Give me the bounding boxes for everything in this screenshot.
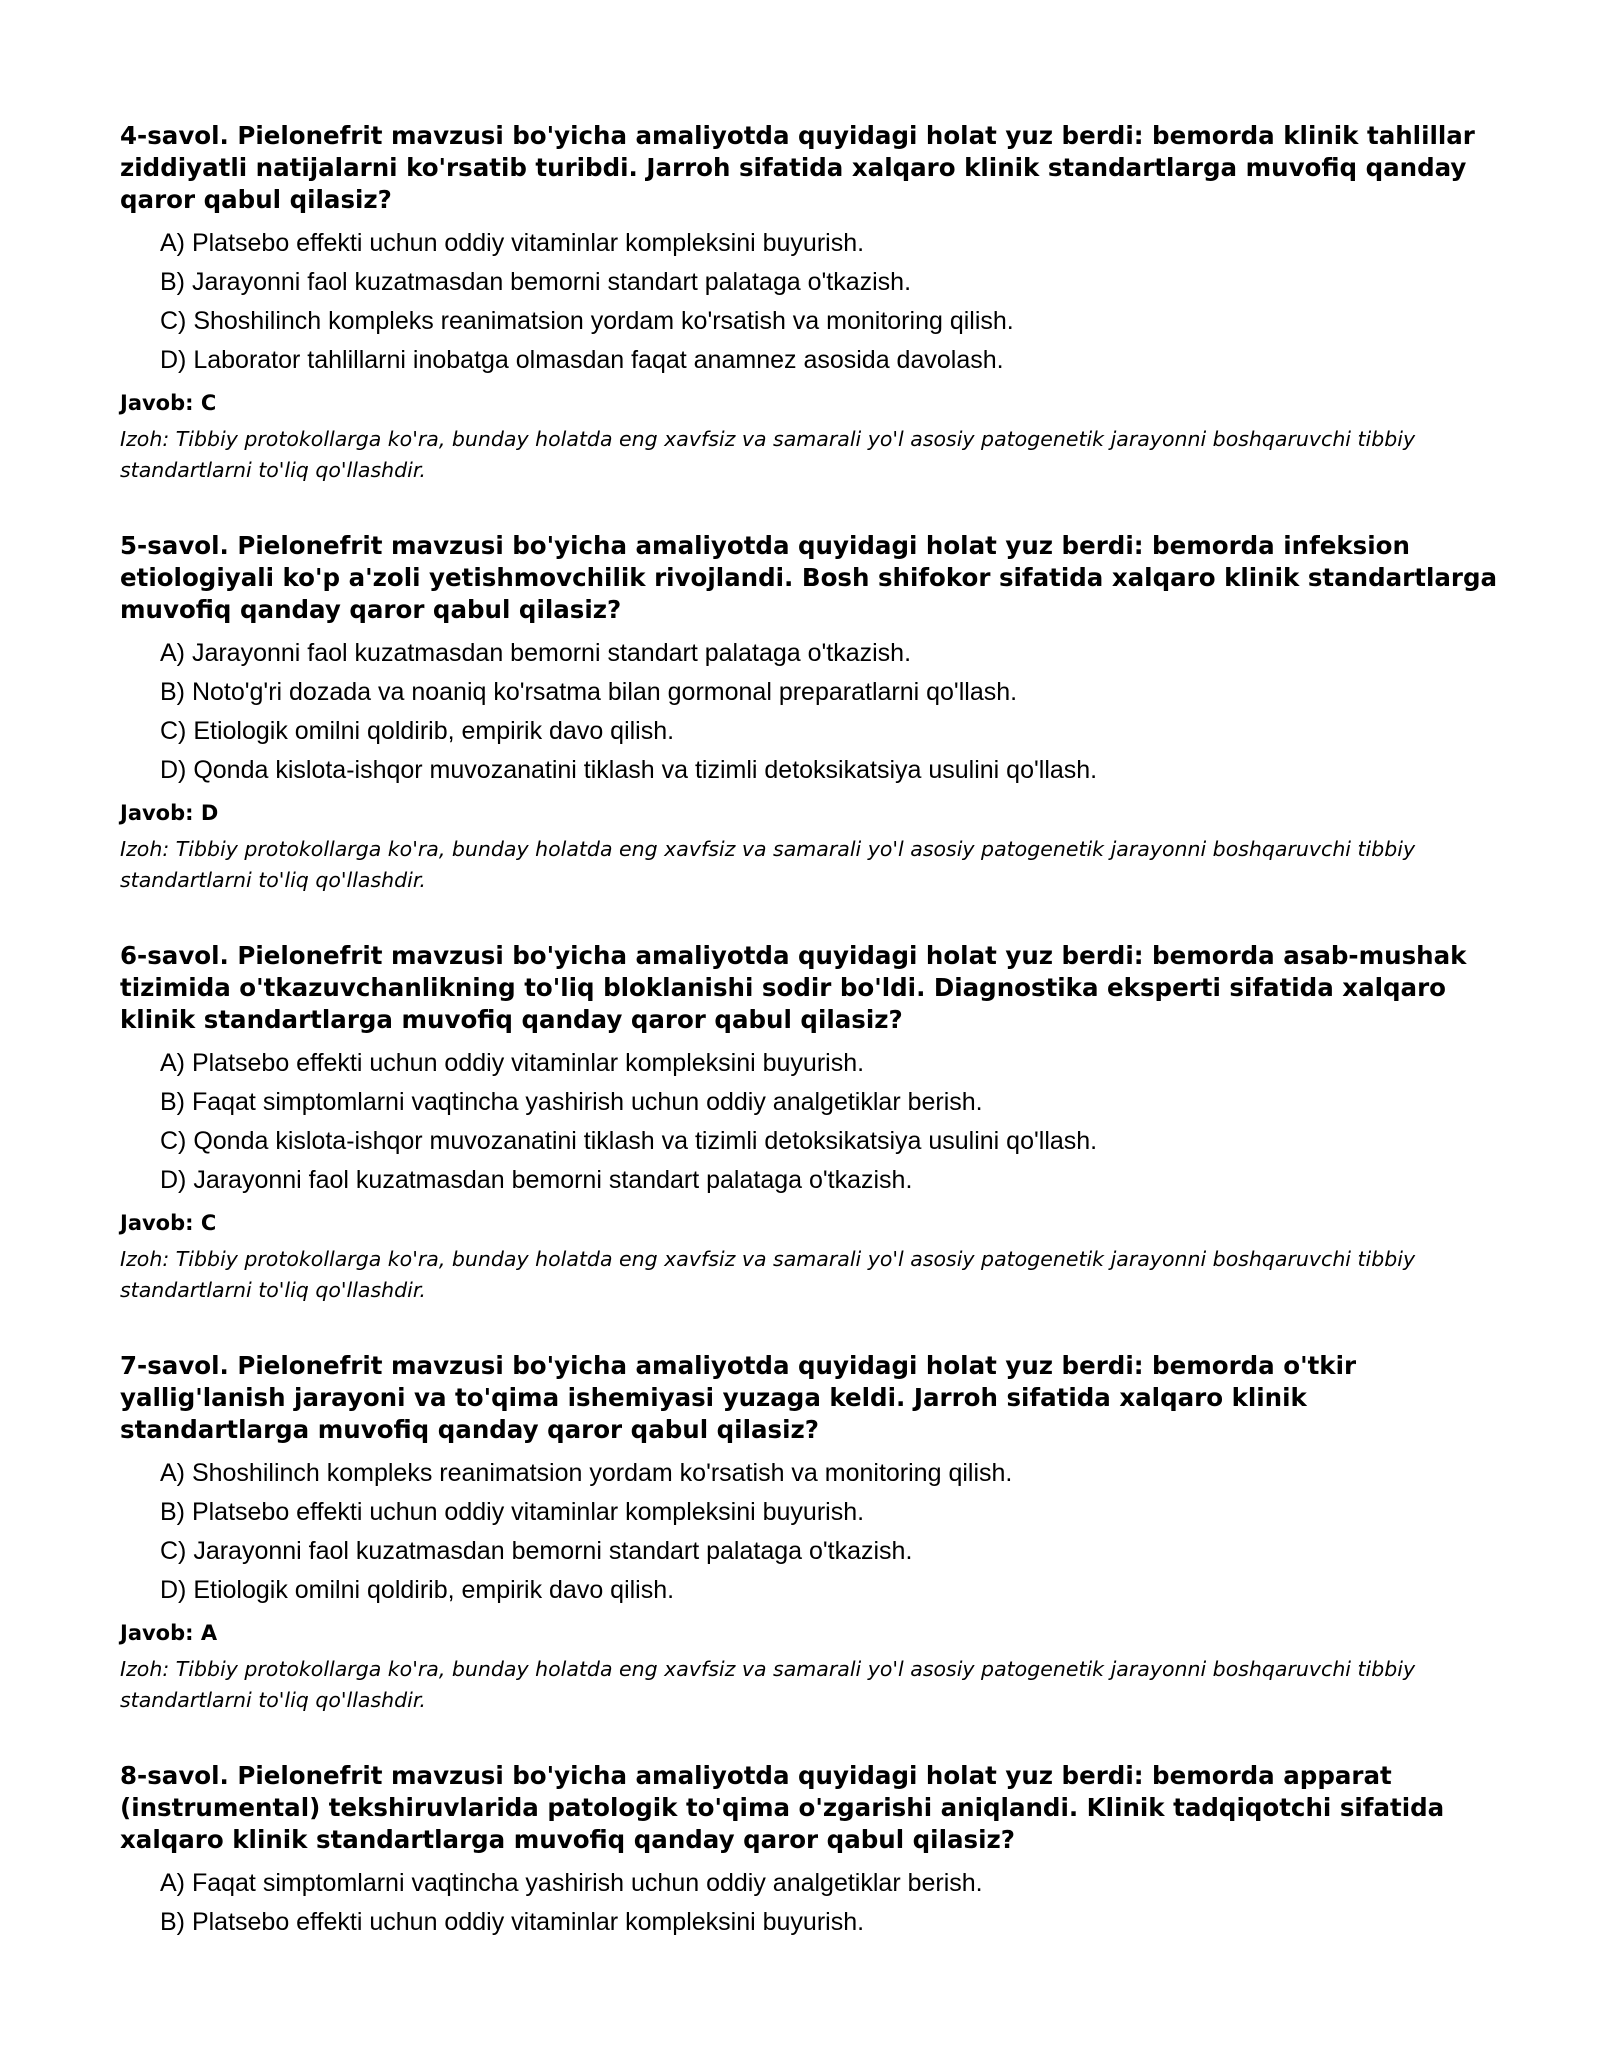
option-item: D) Etiologik omilni qoldirib, empirik davo qilish. [160, 1576, 675, 1604]
option-item: C) Jarayonni faol kuzatmasdan bemorni standart palataga o'tkazish. [160, 1537, 913, 1565]
question-block [120, 530, 1500, 896]
explanation-note: Izoh: Tibbiy protokollarga ko'ra, bunday holatda eng xavfsiz va samarali yo'l asosiy patogenetik jarayonni boshqaruvchi tibbiy standartlarni to'liq qo'llashdir. [120, 1247, 1416, 1302]
option-item: A) Platsebo effekti uchun oddiy vitaminlar kompleksini buyurish. [160, 229, 865, 257]
answer-label: Javob: A [120, 1621, 218, 1645]
option-list [120, 1044, 1500, 1200]
question-title: 5-savol. Pielonefrit mavzusi bo'yicha amaliyotda quyidagi holat yuz berdi: bemorda infeksion etiologiyali ko'p a'zoli yetishmovchilik rivojlandi. Bosh shifokor sifatida xalqaro klinik standartlarga muvofiq qanday qaror qabul qilasiz? [120, 531, 1498, 624]
option-item: D) Jarayonni faol kuzatmasdan bemorni standart palataga o'tkazish. [160, 1166, 913, 1194]
option-item: B) Noto'g'ri dozada va noaniq ko'rsatma bilan gormonal preparatlarni qo'llash. [160, 678, 1018, 706]
question-block [120, 940, 1500, 1306]
answer-label: Javob: C [120, 1211, 217, 1235]
question-title: 8-savol. Pielonefrit mavzusi bo'yicha amaliyotda quyidagi holat yuz berdi: bemorda apparat (instrumental) tekshiruvlarida patologik to'qima o'zgarishi aniqlandi. Klinik tadqiqotchi sifatida xalqaro klinik standartlarga muvofiq qanday qaror qabul qilasiz? [120, 1761, 1445, 1854]
document-page [120, 120, 1500, 1986]
option-item: C) Etiologik omilni qoldirib, empirik davo qilish. [160, 717, 675, 745]
question-block [120, 1760, 1500, 1942]
option-item: B) Platsebo effekti uchun oddiy vitaminlar kompleksini buyurish. [160, 1908, 865, 1936]
explanation-note: Izoh: Tibbiy protokollarga ko'ra, bunday holatda eng xavfsiz va samarali yo'l asosiy patogenetik jarayonni boshqaruvchi tibbiy standartlarni to'liq qo'llashdir. [120, 837, 1416, 892]
explanation-note: Izoh: Tibbiy protokollarga ko'ra, bunday holatda eng xavfsiz va samarali yo'l asosiy patogenetik jarayonni boshqaruvchi tibbiy standartlarni to'liq qo'llashdir. [120, 1657, 1416, 1712]
answer-label: Javob: D [120, 801, 219, 825]
option-item: B) Platsebo effekti uchun oddiy vitaminlar kompleksini buyurish. [160, 1498, 865, 1526]
option-list [120, 1454, 1500, 1610]
question-block [120, 120, 1500, 486]
option-item: C) Shoshilinch kompleks reanimatsion yordam ko'rsatish va monitoring qilish. [160, 307, 1014, 335]
option-item: B) Faqat simptomlarni vaqtincha yashirish uchun oddiy analgetiklar berish. [160, 1088, 983, 1116]
explanation-note: Izoh: Tibbiy protokollarga ko'ra, bunday holatda eng xavfsiz va samarali yo'l asosiy patogenetik jarayonni boshqaruvchi tibbiy standartlarni to'liq qo'llashdir. [120, 427, 1416, 482]
option-item: A) Shoshilinch kompleks reanimatsion yordam ko'rsatish va monitoring qilish. [160, 1459, 1013, 1487]
option-item: D) Laborator tahlillarni inobatga olmasdan faqat anamnez asosida davolash. [160, 346, 1004, 374]
option-list [120, 634, 1500, 790]
question-title: 4-savol. Pielonefrit mavzusi bo'yicha amaliyotda quyidagi holat yuz berdi: bemorda klinik tahlillar ziddiyatli natijalarni ko'rsatib turibdi. Jarroh sifatida xalqaro klinik standartlarga muvofiq qanday qaror qabul qilasiz? [120, 121, 1475, 214]
answer-label: Javob: C [120, 391, 217, 415]
option-item: D) Qonda kislota-ishqor muvozanatini tiklash va tizimli detoksikatsiya usulini qo'llash. [160, 756, 1098, 784]
option-item: B) Jarayonni faol kuzatmasdan bemorni standart palataga o'tkazish. [160, 268, 912, 296]
option-item: A) Platsebo effekti uchun oddiy vitaminlar kompleksini buyurish. [160, 1049, 865, 1077]
question-title: 6-savol. Pielonefrit mavzusi bo'yicha amaliyotda quyidagi holat yuz berdi: bemorda asab-mushak tizimida o'tkazuvchanlikning to'liq bloklanishi sodir bo'ldi. Diagnostika eksperti sifatida xalqaro klinik standartlarga muvofiq qanday qaror qabul qilasiz? [120, 941, 1467, 1034]
option-item: A) Faqat simptomlarni vaqtincha yashirish uchun oddiy analgetiklar berish. [160, 1869, 983, 1897]
question-block [120, 1350, 1500, 1716]
question-title: 7-savol. Pielonefrit mavzusi bo'yicha amaliyotda quyidagi holat yuz berdi: bemorda o'tkir yallig'lanish jarayoni va to'qima ishemiyasi yuzaga keldi. Jarroh sifatida xalqaro klinik standartlarga muvofiq qanday qaror qabul qilasiz? [120, 1351, 1357, 1444]
option-item: A) Jarayonni faol kuzatmasdan bemorni standart palataga o'tkazish. [160, 639, 912, 667]
option-list [120, 224, 1500, 380]
option-item: C) Qonda kislota-ishqor muvozanatini tiklash va tizimli detoksikatsiya usulini qo'llash. [160, 1127, 1098, 1155]
option-list [120, 1864, 1500, 1942]
